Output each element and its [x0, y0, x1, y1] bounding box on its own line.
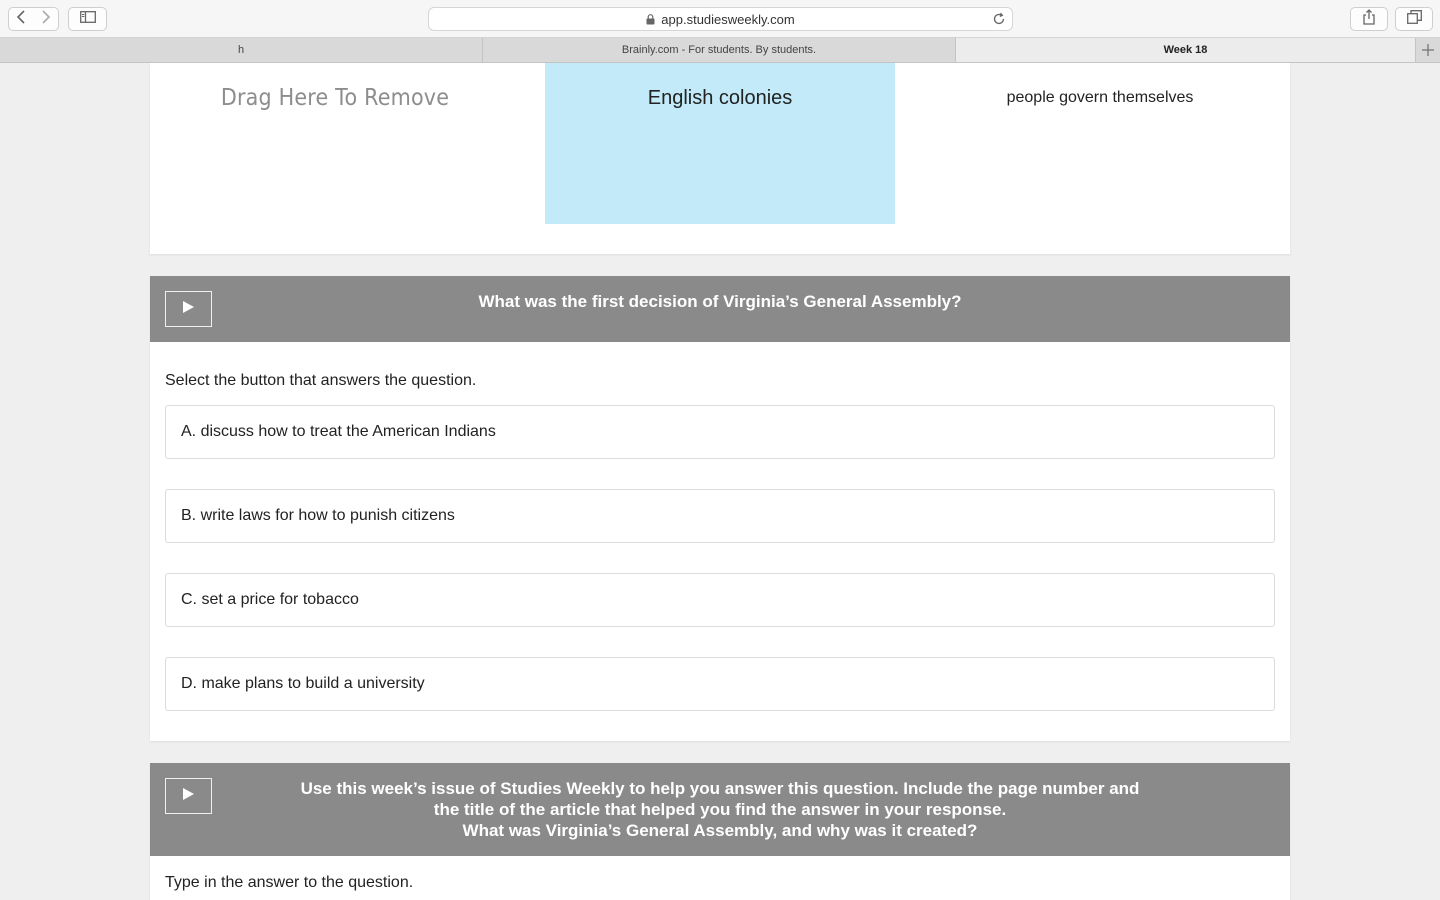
- question-instruction: Select the button that answers the question.: [165, 372, 477, 389]
- share-icon: [1362, 9, 1376, 30]
- option-label: B. write laws for how to punish citizens: [181, 507, 455, 524]
- question-title-line: the title of the article that helped you find the answer in your response.: [433, 800, 1007, 819]
- play-icon: [182, 787, 195, 806]
- drop-zone-english-colonies[interactable]: [545, 63, 895, 224]
- forward-button[interactable]: [33, 7, 59, 31]
- option-label: A. discuss how to treat the American Indians: [181, 423, 496, 440]
- new-tab-button[interactable]: [1416, 38, 1440, 62]
- tabs-overview-button[interactable]: [1395, 7, 1433, 31]
- question-title: What was the first decision of Virginia’s General Assembly?: [478, 292, 962, 311]
- question-header: [150, 763, 1290, 856]
- play-audio-button[interactable]: [165, 778, 212, 814]
- draggable-answer-chip[interactable]: people govern themselves: [1006, 89, 1194, 106]
- question-title-line: What was Virginia’s General Assembly, and why was it created?: [462, 821, 978, 840]
- option-label: D. make plans to build a university: [181, 675, 425, 692]
- tab-brainly[interactable]: [483, 38, 956, 62]
- browser-toolbar: [0, 0, 1440, 38]
- question-title-line: Use this week’s issue of Studies Weekly to help you answer this question. Include the page number and: [300, 779, 1140, 798]
- answer-option-c[interactable]: [165, 573, 1275, 627]
- lock-icon: [646, 14, 655, 25]
- tab-bar: [0, 38, 1440, 63]
- reload-icon[interactable]: [992, 12, 1006, 26]
- tab-week-18[interactable]: [956, 38, 1416, 62]
- page-content: [0, 63, 1440, 900]
- question-instruction: Type in the answer to the question.: [165, 874, 414, 891]
- drag-remove-zone[interactable]: Drag Here To Remove: [220, 85, 450, 111]
- url-text: app.studiesweekly.com: [661, 11, 795, 27]
- plus-icon: [1422, 40, 1434, 61]
- tab-label: Brainly.com - For students. By students.: [621, 44, 817, 56]
- drop-zone-label: English colonies: [647, 87, 793, 109]
- tab-label: h: [237, 44, 245, 56]
- sidebar-icon: [80, 10, 96, 28]
- question-header: [150, 276, 1290, 342]
- question-card-1: [150, 276, 1290, 741]
- tabs-overview-icon: [1407, 10, 1422, 29]
- chevron-right-icon: [41, 10, 51, 29]
- play-icon: [182, 300, 195, 319]
- tab-h[interactable]: [0, 38, 483, 62]
- share-button[interactable]: [1350, 7, 1388, 31]
- chevron-left-icon: [16, 10, 26, 29]
- drag-drop-card: [150, 63, 1290, 254]
- back-button[interactable]: [8, 7, 34, 31]
- question-title: [250, 778, 1190, 841]
- answer-option-d[interactable]: [165, 657, 1275, 711]
- address-bar[interactable]: [428, 7, 1013, 31]
- tab-label: Week 18: [1163, 44, 1208, 56]
- answer-option-a[interactable]: [165, 405, 1275, 459]
- option-label: C. set a price for tobacco: [181, 591, 359, 608]
- sidebar-button[interactable]: [68, 7, 107, 31]
- play-audio-button[interactable]: [165, 291, 212, 327]
- question-card-2: [150, 763, 1290, 900]
- answer-option-b[interactable]: [165, 489, 1275, 543]
